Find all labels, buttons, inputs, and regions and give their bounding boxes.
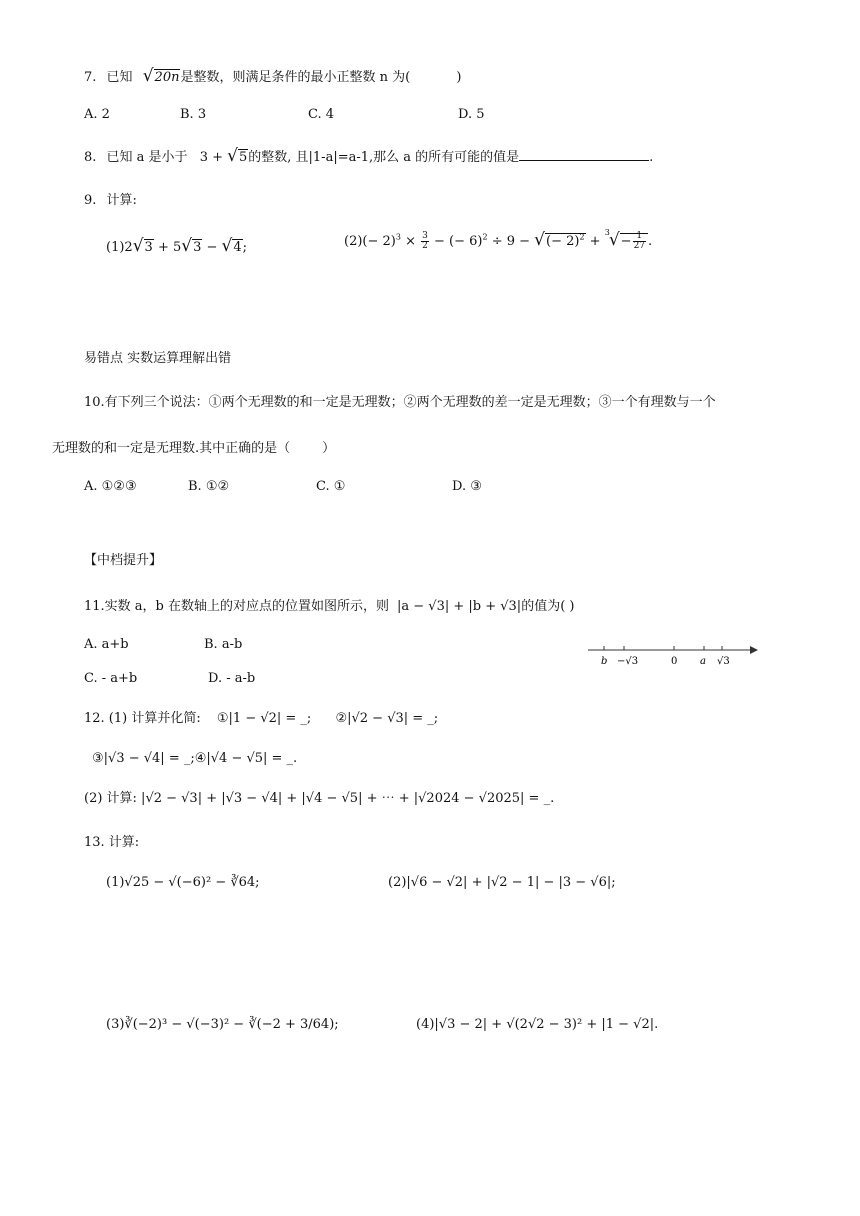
q8-answer-blank[interactable] — [519, 148, 649, 161]
section-easy-mistake-title: 易错点 实数运算理解出错 — [84, 351, 232, 366]
q13-part2: (2)|√6 − √2| + |√2 − 1| − |3 − √6|; — [388, 875, 616, 890]
q7-stem — [84, 68, 461, 85]
q12-part1-2: ②|√2 − √3| = _; — [335, 711, 439, 726]
q12-line2: ③|√3 − √4| = _;④|√4 − √5| = _. — [92, 751, 298, 766]
q11-expr: |a − √3| + |b + √3| — [397, 599, 522, 614]
axis-label-zero: 0 — [671, 656, 678, 667]
q8-text-a: 已知 a 是小于 — [106, 150, 188, 165]
q8-stem: 8. 已知 a 是小于 3 + √5的整数, 且|1-a|=a-1,那么 a 的所有可能的值是 . — [84, 146, 654, 166]
q7-option-c[interactable]: C. 4 — [308, 107, 335, 122]
q12-line1 — [84, 712, 438, 725]
axis-label-neg-sqrt3: −√3 — [617, 656, 639, 667]
axis-label-sqrt3: √3 — [717, 656, 730, 667]
q8-expr: 3 + √5 — [199, 146, 248, 166]
q12-part2: (2) 计算: |√2 − √3| + |√3 − √4| + |√4 − √5| + ⋯ + |√2024 − √2025| = _. — [84, 791, 555, 806]
q10-option-c[interactable]: C. ① — [316, 479, 346, 494]
q13-stem: 13. 计算: — [84, 835, 140, 850]
q13-part4: (4)|√3 − 2| + √(2√2 − 3)² + |1 − √2|. — [416, 1017, 659, 1032]
q12-part1-1: ①|1 − √2| = _; — [216, 711, 312, 726]
q11-option-b[interactable]: B. a-b — [204, 637, 243, 652]
q7-option-b[interactable]: B. 3 — [180, 107, 207, 122]
axis-label-b: b — [601, 656, 608, 667]
q11-number-line — [584, 640, 764, 674]
q7-number: 7. — [84, 70, 97, 85]
q8-number: 8. — [84, 150, 97, 165]
q12-number: 12. (1) 计算并化简: — [84, 711, 201, 726]
q11-option-c[interactable]: C. - a+b — [84, 671, 138, 686]
q7-radicand: 20n — [154, 70, 180, 85]
q10-line1: 10.有下列三个说法：①两个无理数的和一定是无理数；②两个无理数的差一定是无理数；③一个有理数与一个 — [84, 395, 716, 410]
q11-option-a[interactable]: A. a+b — [84, 637, 129, 652]
q10-option-d[interactable]: D. ③ — [452, 479, 482, 494]
q7-close: ) — [456, 70, 462, 85]
section-medium-title: 【中档提升】 — [84, 553, 163, 568]
axis-arrow — [750, 646, 758, 654]
q10-option-b[interactable]: B. ①② — [188, 479, 230, 494]
q13-part3: (3)∛(−2)³ − √(−3)² − ∛(−2 + 3/64); — [106, 1017, 339, 1032]
q7-text-before: 已知 — [106, 70, 133, 85]
axis-label-a: a — [700, 656, 706, 667]
q9-number: 9. — [84, 193, 97, 208]
q7-radical: √20n — [142, 66, 180, 86]
q7-text-after: 是整数，则满足条件的最小正整数 n 为( — [180, 70, 411, 85]
q10-line2: 无理数的和一定是无理数.其中正确的是（ ） — [52, 441, 336, 456]
q10-option-a[interactable]: A. ①②③ — [84, 479, 137, 494]
q11-stem: 11.实数 a，b 在数轴上的对应点的位置如图所示，则 |a − √3| + |b + √3|的值为( ) — [84, 599, 575, 614]
q9-label: 计算: — [106, 193, 137, 208]
q8-text-b: 的整数, 且|1-a|=a-1,那么 a 的所有可能的值是 — [248, 150, 520, 165]
q9-part2: $(2)(- 2)^3$ × $\frac{3}{2}$ − (− 6)$^2$ ÷ 9 − √(− 2)$^2$ + $^3$√− $\frac{1}{27}$ . — [344, 228, 653, 251]
q9-stem — [84, 194, 137, 207]
q9-part1: (1)2√3 + 5√3 − √4; — [106, 236, 248, 256]
q7-option-d[interactable]: D. 5 — [458, 107, 485, 122]
q7-option-a[interactable]: A. 2 — [84, 107, 110, 122]
q13-part1: (1)√25 − √(−6)² − ∛64; — [106, 875, 260, 890]
q11-option-d[interactable]: D. - a-b — [208, 671, 256, 686]
